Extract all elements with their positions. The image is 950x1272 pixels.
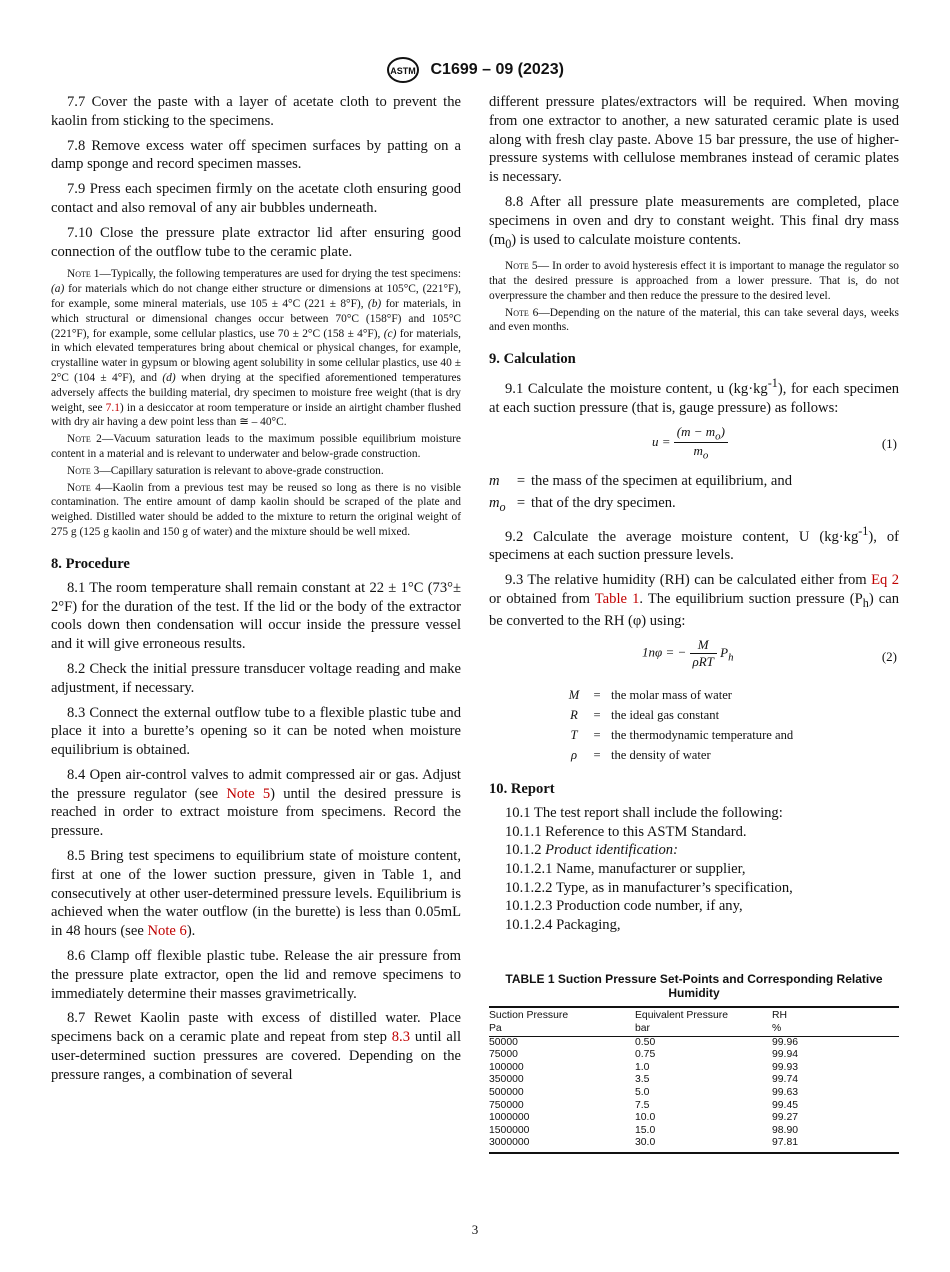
report-item-italic: Product identification: [545,842,678,859]
note-1-label: Note 1 [67,268,100,281]
where-equals: = [516,472,526,489]
para-9-3-text-b: or obtained from [489,590,590,607]
def-text: the density of water [611,748,711,763]
table-cell: 99.74 [772,1074,799,1086]
document-code: C1699 – 09 (2023) [430,61,564,78]
eq1-denominator [674,443,728,462]
table-cell: 15.0 [635,1124,656,1136]
note-1-text-d: for materials, in which elevated temperatures bring about chemical or physical changes, for example, crystalline water in gypsum or blowing agent solubility in some cellular plastics, use 40 ± 2°C (104 ± 4°F), and [51,327,461,384]
table-row [489,1100,899,1113]
table-row [489,1062,899,1075]
table-cell: 99.94 [772,1049,799,1061]
section-10-heading: 10. Report [489,781,555,798]
table-units-row [489,1023,899,1036]
def-symbol: ρ [570,748,578,763]
table-cell: 99.63 [772,1087,799,1098]
def-row [565,725,899,745]
para-8-8 [489,193,899,253]
table-unit-cell: bar [635,1023,772,1036]
eq2-number: (2) [881,649,897,665]
table-row [489,1125,899,1138]
def-row [565,705,899,725]
para-8-4-text: 8.4 Open air-control valves to admit compressed air or gas. Adjust the pressure regulator (see [51,766,461,802]
where-list-2 [565,685,899,765]
page-header [0,56,950,84]
eq2-fraction [690,637,717,670]
note-1-item-d: (d) [162,371,176,384]
note-6-text: —Depending on the nature of the material, this can take several days, weeks and even months. [489,306,899,334]
para-8-8-text-b: ) is used to calculate moisture contents. [511,231,742,248]
def-symbol: M [568,688,580,703]
equation-1 [489,424,899,464]
table-header-cell: RH [772,1007,899,1023]
eq2-numerator: M [690,637,717,654]
def-text: the molar mass of water [611,688,732,703]
para-9-3-text-d: ) can be converted to the RH (φ) using: [489,590,900,630]
report-item: 10.1.2.1 Name, manufacturer or supplier, [505,861,746,878]
table-header-cell: Suction Pressure [489,1007,635,1023]
note-3-label: Note 3 [67,464,100,477]
left-column [51,93,461,1091]
note-4-label: Note 4 [67,481,101,494]
para-7-8: 7.8 Remove excess water off specimen surfaces by patting on a damp sponge and record specimen masses. [51,137,461,173]
report-list [489,804,899,934]
where-row [489,494,899,516]
note-2-label: Note 2 [67,433,102,446]
table-cell: 1500000 [489,1124,530,1136]
table-cell: 75000 [489,1049,518,1061]
note-1-text-b: for materials which do not change either structure or dimensions at 105°C, (221°F), for example, some mineral materials, use 105 ± 4°C (221 ± 8°F), [51,283,461,310]
eq2-rhs-sub: h [728,651,734,664]
table-cell: 98.90 [772,1124,799,1136]
eq1-fraction [674,424,728,462]
right-column [489,93,899,1154]
table-cell: 750000 [489,1099,524,1111]
def-text: the ideal gas constant [611,708,720,723]
report-item: 10.1.1 Reference to this ASTM Standard. [505,823,747,840]
note-6-label: Note 6 [505,306,539,319]
table-cell: 1.0 [635,1061,650,1073]
table-cell: 5.0 [635,1087,650,1098]
note-6 [489,306,899,336]
report-item-num: 10.1.2 [505,842,546,859]
table-cell: 99.45 [772,1099,799,1111]
link-note-5[interactable]: Note 5 [226,785,271,802]
note-1-item-b: (b) [367,297,382,310]
table-row [489,1049,899,1062]
para-8-5-text: 8.5 Bring test specimens to equilibrium state of moisture content, first at one of the lower suction pressure, given in Table 1, and consecutively at other user-determined pressure levels. Equilibrium is achieved when the water outflow (in the burette) is less than 0.05mL in 48 hours (see [51,848,461,940]
where-symbol-text: m [489,472,500,489]
def-symbol: T [570,728,578,743]
para-8-7 [51,1009,461,1084]
eq2-rhs [720,644,734,664]
table-cell: 99.96 [772,1036,799,1048]
table-cell: 99.93 [772,1061,799,1073]
table-cell: 99.27 [772,1112,799,1124]
def-equals: = [593,728,601,743]
note-5-text: — In order to avoid hysteresis effect it is important to manage the regulator so that the desired pressure is approached from a lower pressure. That is, do not overpressure the chamber and then reduce the pressure to the desired level. [489,260,899,302]
para-9-2-sup: -1 [858,523,869,538]
para-8-7-continued: different pressure plates/extractors will be required. When moving from one extractor to another, a new saturated ceramic plate is used along with fresh clay paste. Above 15 bar pressure, the use of higher-pressure systems with cellulose membranes instead of ceramic plates is necessary. [489,94,899,186]
para-7-9: 7.9 Press each specimen firmly on the acetate cloth ensuring good contact and also removal of any air bubbles underneath. [51,181,461,216]
equation-2 [489,637,899,677]
para-9-3-sub: h [862,595,869,610]
para-9-3-text: 9.3 The relative humidity (RH) can be calculated either from [505,571,867,588]
table-1-title: TABLE 1 Suction Pressure Set-Points and Corresponding Relative Humidity [505,972,883,1001]
eq2-rhs-text: P [720,644,729,660]
note-1-item-c: (c) [383,327,397,340]
para-8-7-text: 8.7 Rewet Kaolin paste with excess of distilled water. Place specimens back on a ceramic plate and repeat from step [51,1010,461,1046]
note-1-text-e: when drying at the specified aforementioned temperatures adversely affects the building material, dry specimen to moisture free weight (that is dry weight, see [51,371,461,414]
para-7-10: 7.10 Close the pressure plate extractor lid after ensuring good connection of the outflow tube to the ceramic plate. [51,224,461,260]
table-cell: 3000000 [489,1137,635,1153]
logo-text: ASTM [390,66,416,76]
para-9-2-text: 9.2 Calculate the average moisture content, U (kg·kg [505,528,859,545]
para-7-7: 7.7 Cover the paste with a layer of acetate cloth to prevent the kaolin from sticking to the specimens. [51,94,461,129]
para-9-2 [489,522,899,565]
report-item: 10.1.2.4 Packaging, [505,916,621,933]
para-9-3-text-c: . The equilibrium suction pressure (P [639,590,863,607]
astm-logo-icon [386,56,420,84]
eq1-number: (1) [881,435,897,451]
para-8-4 [51,766,461,841]
table-cell: 0.50 [635,1036,656,1048]
eq1-lhs: u = [652,433,671,449]
where-text: the mass of the specimen at equilibrium, and [531,472,792,489]
def-symbol: R [570,708,578,723]
para-8-4-text-b: ) until the desired pressure is reached in order to extract moisture from specimens. Record the pressure. [51,785,461,840]
para-9-1 [489,374,899,417]
para-8-3: 8.3 Connect the external outflow tube to a flexible plastic tube and place it into a burette’s opening so it can be noted when moisture equilibrium is obtained. [51,704,461,759]
para-8-8-sub: 0 [505,236,512,251]
where-symbol-text: m [489,494,500,511]
eq1-numerator [674,424,728,444]
note-3-text: —Capillary saturation is relevant to above-grade construction. [99,464,384,477]
table-cell: 10.0 [635,1112,656,1124]
table-header-cell: Equivalent Pressure [635,1007,772,1023]
page-number: 3 [471,1222,479,1237]
para-8-7-text-b: until all user-determined suction pressures are covered. Depending on the pressure ranges, a combination of several [51,1029,461,1083]
para-9-2-text-b: ), of specimens at each suction pressure levels. [489,528,899,564]
eq2-denominator: ρRT [692,654,714,670]
eq2-lhs: 1nφ = − [642,644,687,660]
where-symbol [489,494,511,516]
def-equals: = [593,708,601,723]
table-cell: 97.81 [772,1137,899,1153]
note-1-text-f: ) in a desiccator at room temperature or inside an airtight chamber flushed with dry air having a dew point less than ≅ – 40°C. [51,401,461,429]
where-equals: = [516,494,526,511]
eq1-den-text: m [693,443,703,459]
eq1-den-sub: o [702,449,709,462]
table-cell: 1000000 [489,1112,530,1124]
para-8-1: 8.1 The room temperature shall remain constant at 22 ± 1°C (73°± 2°F) for the duration of the test. If the lid or the body of the extractor cools down then condensation will occur inside the pressure vessel and it will give erroneous results. [51,579,461,653]
section-8-heading: 8. Procedure [51,555,130,572]
def-equals: = [593,688,601,703]
link-eq-2[interactable]: Eq 2 [871,571,899,588]
para-9-3 [489,571,899,631]
note-3 [51,464,461,479]
table-row [489,1074,899,1087]
eq1-num-text: (m − m [676,423,716,439]
link-8-3[interactable]: 8.3 [391,1029,410,1046]
note-1-text-c: for materials, in which structural or dimensional changes occur between 70°C (158°F) and 105°C (221°F), for example, some cellular plastics, use 70 ± 2°C (158 ± 4°F), [51,297,461,340]
where-symbol [489,472,511,494]
para-8-2: 8.2 Check the initial pressure transducer voltage reading and make adjustment, if necessary. [51,660,461,696]
note-5-label: Note 5 [505,260,538,273]
table-unit-cell: Pa [489,1023,635,1036]
table-cell: 30.0 [635,1137,772,1153]
link-7-1[interactable]: 7.1 [105,401,120,414]
report-item: 10.1.2.3 Production code number, if any, [505,898,743,915]
note-1-text: —Typically, the following temperatures are used for drying the test specimens: [99,268,462,281]
table-cell: 3.5 [635,1074,650,1086]
table-row [489,1137,899,1153]
table-row [489,1112,899,1125]
note-5 [489,259,899,303]
def-equals: = [593,748,601,763]
report-item: 10.1 The test report shall include the following: [505,805,783,822]
note-4 [51,481,461,540]
para-8-5-text-b: ). [186,923,196,940]
table-row [489,1087,899,1100]
para-9-1-sup: -1 [767,376,778,391]
table-cell: 0.75 [635,1049,656,1061]
table-1 [489,1006,899,1154]
where-text: that of the dry specimen. [531,494,676,511]
para-9-1-text-b: ), for each specimen at each suction pressure (that is, gauge pressure) as follows: [489,381,900,416]
where-list-1 [489,472,899,516]
eq1-num-sub: o [715,430,721,443]
note-1 [51,267,461,430]
table-cell: 50000 [489,1036,518,1048]
para-9-1-text: 9.1 Calculate the moisture content, u (kg·kg [505,381,768,398]
where-symbol-sub: o [499,499,506,514]
table-header-row [489,1007,899,1023]
table-unit-cell: % [772,1023,899,1036]
note-2 [51,432,461,462]
para-8-6: 8.6 Clamp off flexible plastic tube. Release the air pressure from the pressure plate extractor, open the lid and remove specimens to immediately determine their masses gravimetrically. [51,948,461,1002]
table-cell: 100000 [489,1061,524,1073]
note-1-item-a: (a) [51,283,65,296]
table-cell: 500000 [489,1087,524,1098]
def-row [565,745,899,765]
eq1-num-end: ) [720,423,725,439]
note-4-text: —Kaolin from a previous test may be reused so long as there is no visible contamination. The entire amount of damp kaolin should be scraped of the plate and weighed. Distilled water should be added to the mixture to return the original weight of 275 g (125 g kaolin and 150 g of water) and the mixture should be well mixed. [51,481,461,538]
table-cell: 350000 [489,1074,524,1086]
link-note-6[interactable]: Note 6 [147,923,187,940]
def-row [565,685,899,705]
para-8-8-text: 8.8 After all pressure plate measurements are completed, place specimens in oven and dry to constant weight. This final dry mass (m [489,193,899,248]
para-8-5 [51,847,461,941]
table-row [489,1036,899,1049]
note-2-text: —Vacuum saturation leads to the maximum possible equilibrium moisture content in a material and is relevant to underwater and below-grade construction. [51,433,461,460]
report-item: 10.1.2.2 Type, as in manufacturer’s specification, [505,879,793,896]
section-9-heading: 9. Calculation [489,351,576,368]
where-row [489,472,899,494]
table-cell: 7.5 [635,1099,650,1111]
def-text: the thermodynamic temperature and [611,728,794,743]
link-table-1[interactable]: Table 1 [594,590,640,607]
report-item [505,841,899,860]
